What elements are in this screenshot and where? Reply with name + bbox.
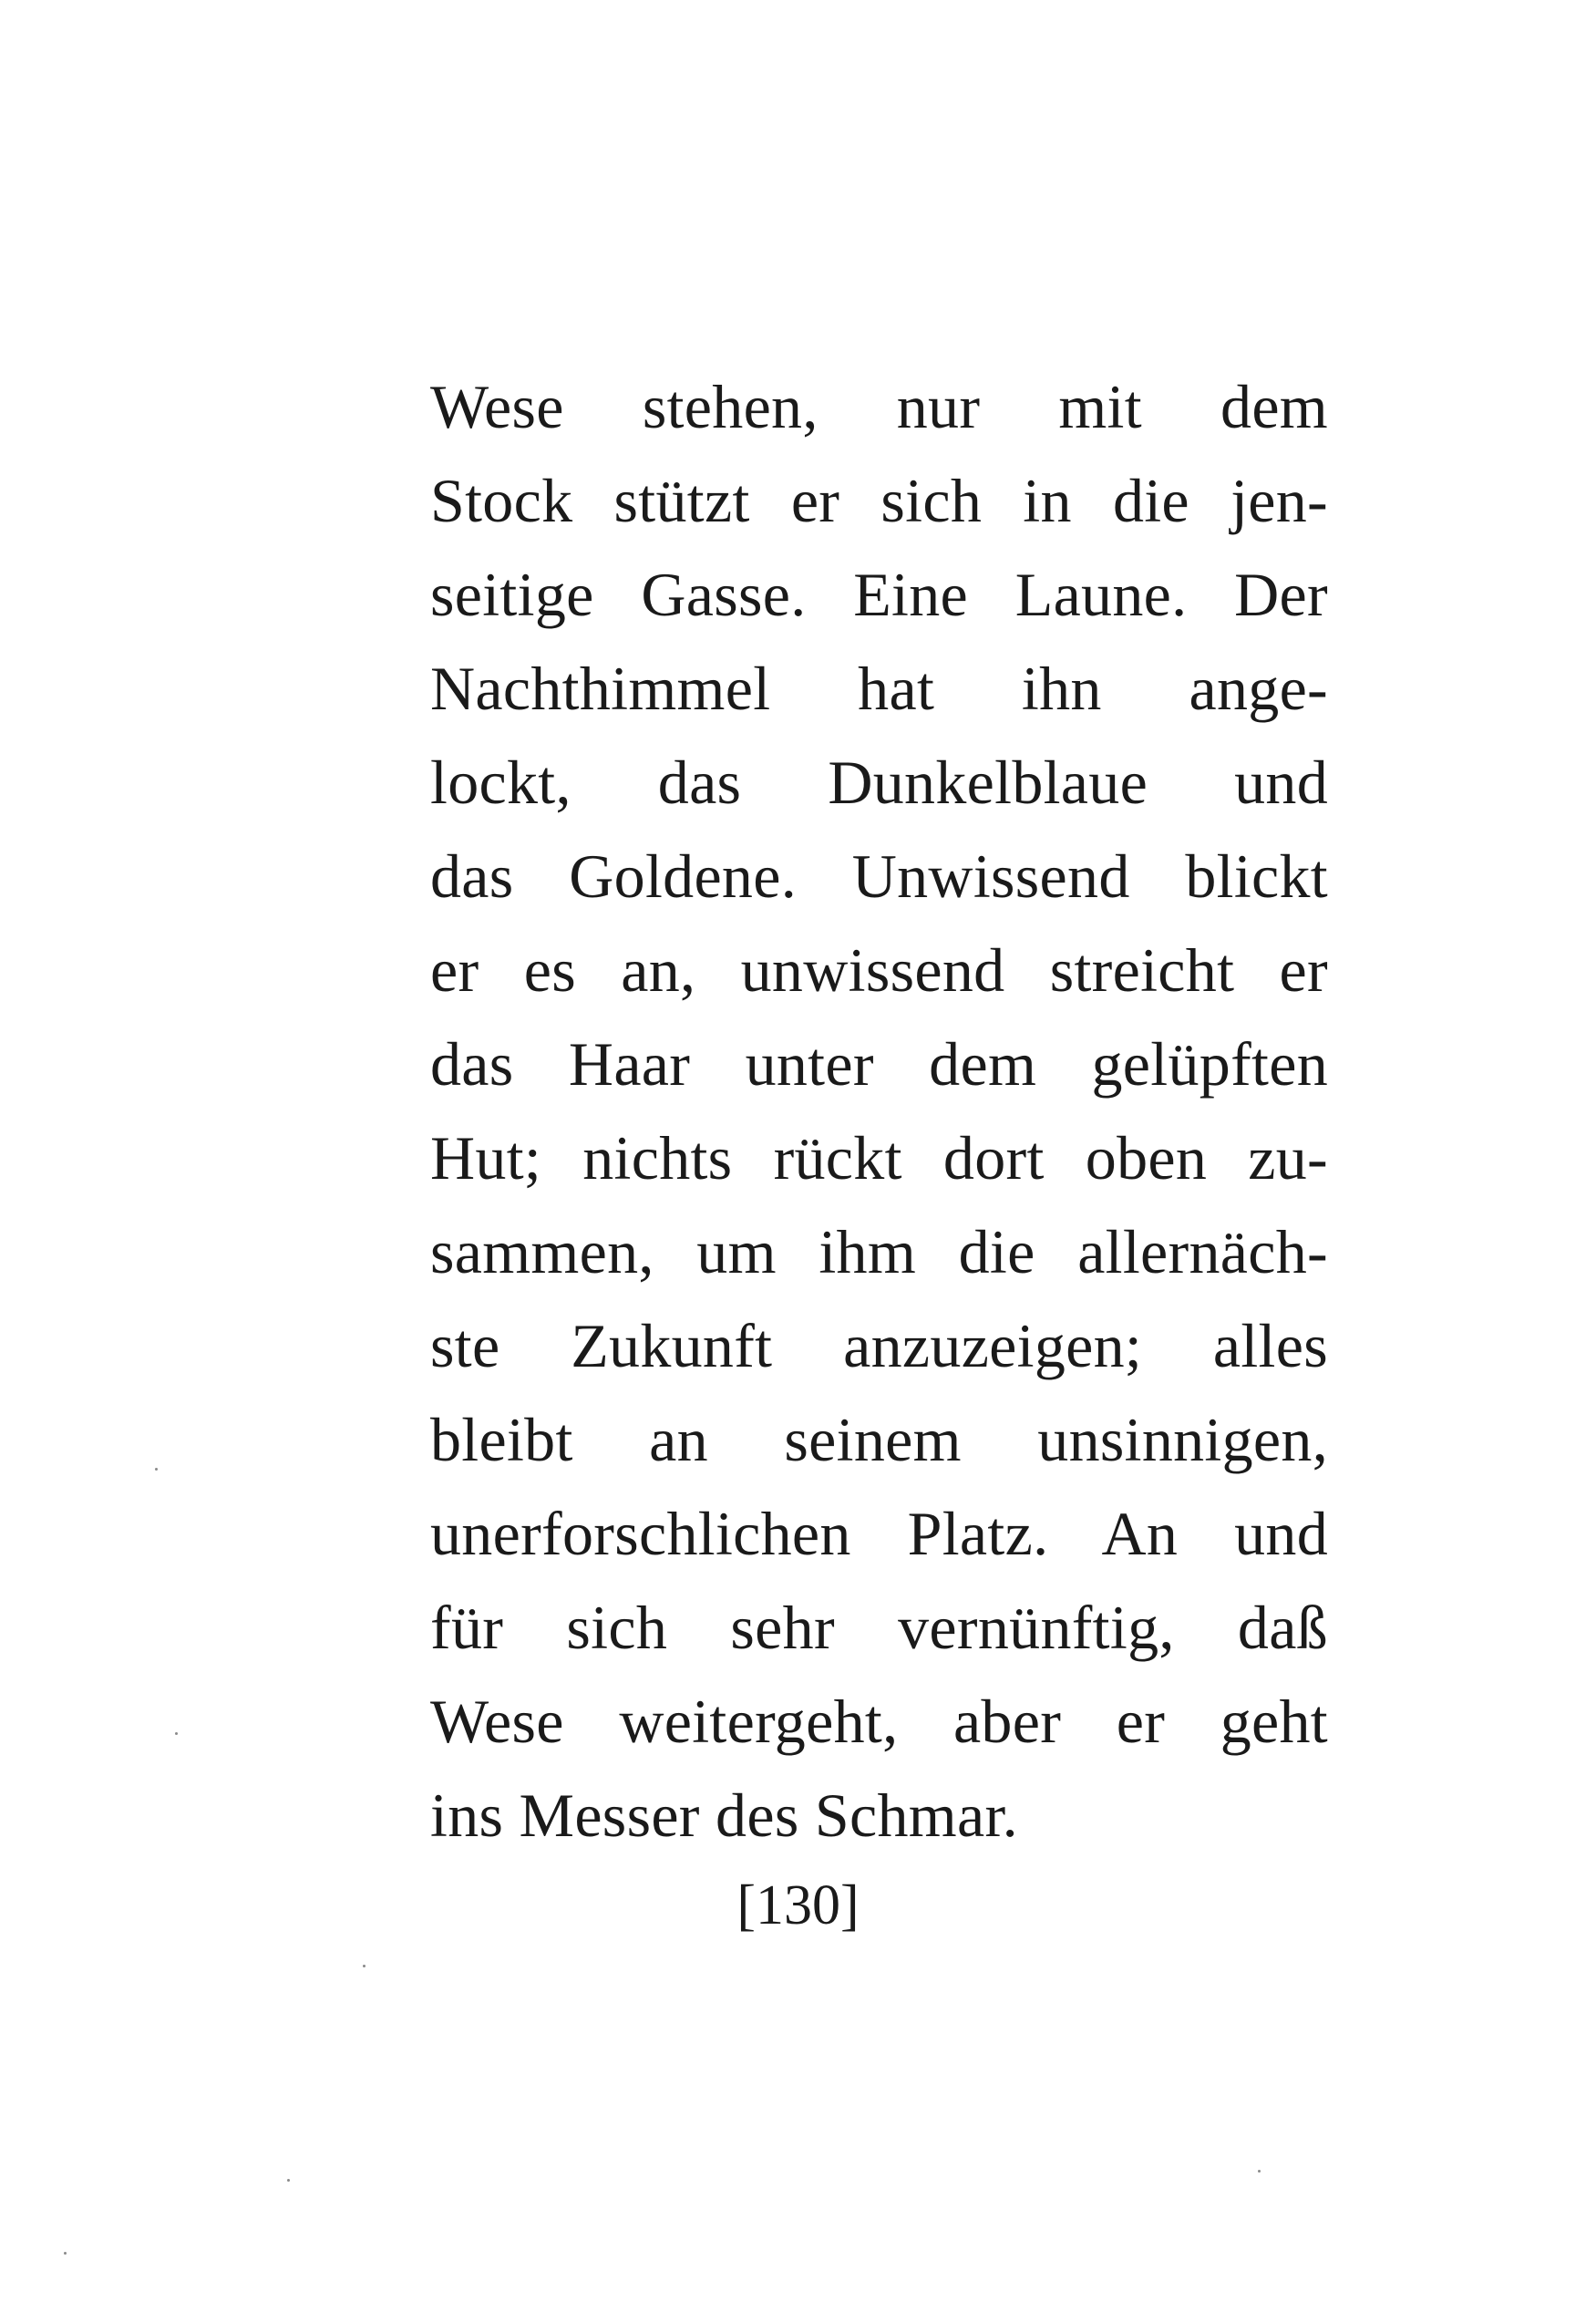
text-line: für sich sehr vernünftig, daß — [430, 1593, 1328, 1662]
text-line: Stock stützt er sich in die jen- — [430, 466, 1328, 535]
text-line: ins Messer des Schmar. — [430, 1781, 1018, 1850]
paper-speck — [64, 2252, 67, 2255]
paper-speck — [155, 1468, 158, 1471]
text-line: sammen, um ihm die allernäch- — [430, 1217, 1328, 1286]
paper-speck — [175, 1732, 178, 1735]
text-line: seitige Gasse. Eine Laune. Der — [430, 560, 1328, 629]
paper-speck — [1258, 2170, 1261, 2173]
text-line: das Haar unter dem gelüpften — [430, 1029, 1328, 1099]
text-line: Nachthimmel hat ihn ange- — [430, 654, 1328, 723]
body-text — [430, 360, 1328, 1863]
text-line: das Goldene. Unwissend blickt — [430, 841, 1328, 911]
paper-speck — [363, 1965, 366, 1967]
text-line: lockt, das Dunkelblaue und — [430, 748, 1328, 817]
text-line: ste Zukunft anzuzeigen; alles — [430, 1311, 1328, 1380]
text-line: unerforschlichen Platz. An und — [430, 1499, 1328, 1568]
text-line: er es an, unwissend streicht er — [430, 935, 1328, 1005]
paper-speck — [287, 2179, 290, 2182]
text-line: Wese stehen, nur mit dem — [430, 372, 1328, 441]
text-line: bleibt an seinem unsinnigen, — [430, 1405, 1328, 1474]
text-line: Hut; nichts rückt dort oben zu- — [430, 1123, 1328, 1192]
page-number: [130] — [736, 1874, 860, 1936]
text-line: Wese weitergeht, aber er geht — [430, 1687, 1328, 1756]
